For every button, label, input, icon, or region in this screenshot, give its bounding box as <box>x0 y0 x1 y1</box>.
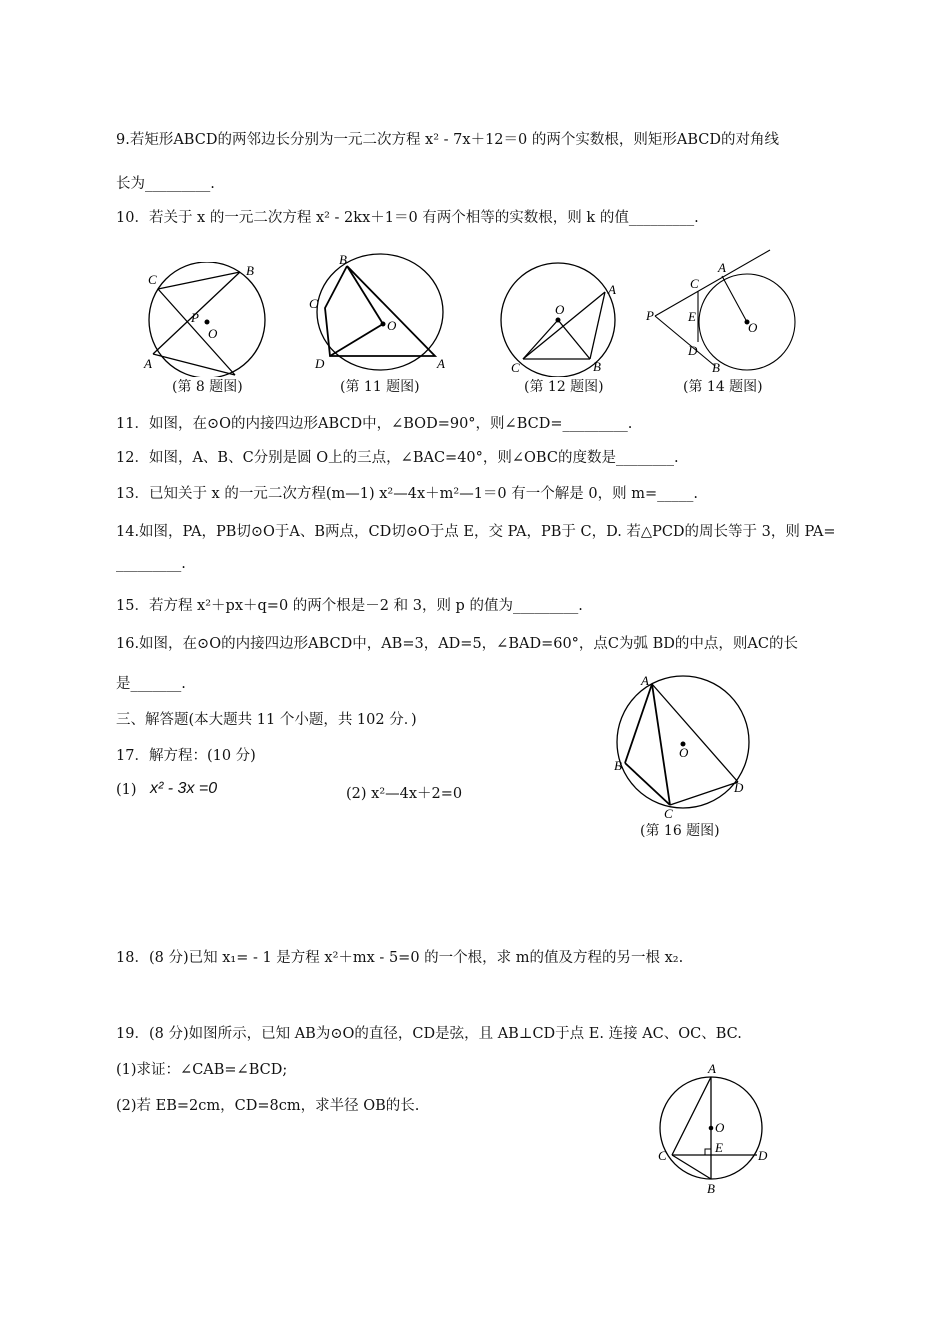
label-B: B <box>246 263 254 278</box>
label-O: O <box>387 318 397 333</box>
question-10: 10．若关于 x 的一元二次方程 x² - 2kx＋1＝0 有两个相等的实数根，则 k 的值_________. <box>116 210 699 226</box>
question-16-line1: 16.如图，在⊙O的内接四边形ABCD中，AB=3，AD=5，∠BAD=60°，点C为弧 BD的中点，则AC的长 <box>116 636 798 652</box>
label-C: C <box>148 272 157 287</box>
label-D: D <box>758 1148 768 1163</box>
question-12: 12．如图，A、B、C分别是圆 O上的三点，∠BAC=40°，则∠OBC的度数是________. <box>116 450 679 466</box>
label-D: D <box>734 780 744 795</box>
label-E: E <box>688 309 696 324</box>
label-D: D <box>688 343 698 358</box>
label-B: B <box>614 758 622 773</box>
label-O: O <box>715 1120 725 1135</box>
label-E: E <box>715 1140 723 1155</box>
label-C: C <box>309 296 318 311</box>
label-C: C <box>690 276 699 291</box>
label-A: A <box>708 1061 716 1076</box>
question-9-line2: 长为_________. <box>116 176 215 192</box>
label-O: O <box>208 326 218 341</box>
label-C: C <box>664 806 673 820</box>
caption-fig-14: (第 14 题图) <box>683 379 763 395</box>
question-17: 17．解方程：(10 分) <box>116 748 256 764</box>
label-P: P <box>191 310 199 325</box>
figure-16 <box>608 672 758 820</box>
label-B: B <box>339 252 347 267</box>
question-11: 11．如图，在⊙O的内接四边形ABCD中，∠BOD=90°，则∠BCD=_________. <box>116 416 633 432</box>
figure-12 <box>495 262 625 377</box>
section-3-heading: 三、解答题(本大题共 11 个小题，共 102 分．) <box>116 712 417 728</box>
label-C: C <box>511 360 520 375</box>
label-O: O <box>679 745 689 760</box>
label-A: A <box>718 260 726 275</box>
caption-fig-11: (第 11 题图) <box>340 379 420 395</box>
label-D: D <box>315 356 325 371</box>
question-14-line2: _________. <box>116 556 186 572</box>
label-O: O <box>748 320 758 335</box>
caption-fig-8: (第 8 题图) <box>172 379 243 395</box>
caption-fig-16: (第 16 题图) <box>640 823 720 839</box>
label-A: A <box>641 673 649 688</box>
question-17-part1-label: (1) <box>116 782 137 798</box>
question-18: 18．(8 分)已知 x₁= - 1 是方程 x²＋mx - 5=0 的一个根，求 m的值及方程的另一根 x₂. <box>116 950 684 966</box>
caption-fig-12: (第 12 题图) <box>524 379 604 395</box>
label-B: B <box>707 1181 715 1196</box>
label-A: A <box>608 282 616 297</box>
question-16-line2: 是_______. <box>116 676 186 692</box>
question-17-part1-equation: x² - 3x =0 <box>150 780 218 797</box>
question-9-line1: 9.若矩形ABCD的两邻边长分别为一元二次方程 x² - 7x＋12＝0 的两个实数根，则矩形ABCD的对角线 <box>116 132 779 148</box>
figure-11 <box>305 252 455 372</box>
figure-19 <box>652 1060 777 1200</box>
question-19-part1: (1)求证：∠CAB=∠BCD; <box>116 1062 288 1078</box>
question-19: 19．(8 分)如图所示，已知 AB为⊙O的直径，CD是弦，且 AB⊥CD于点 E. 连接 AC、OC、BC. <box>116 1026 742 1042</box>
question-17-part2: (2) x²—4x＋2=0 <box>346 786 463 802</box>
label-B: B <box>712 360 720 375</box>
label-B: B <box>593 359 601 374</box>
label-A: A <box>437 356 445 371</box>
figure-14 <box>640 248 800 376</box>
question-19-part2: (2)若 EB=2cm，CD=8cm，求半径 OB的长. <box>116 1098 420 1114</box>
question-14-line1: 14.如图，PA，PB切⊙O于A、B两点，CD切⊙O于点 E，交 PA，PB于 C，D. 若△PCD的周长等于 3，则 PA= <box>116 524 836 540</box>
label-A: A <box>144 356 152 371</box>
label-O: O <box>555 302 565 317</box>
label-C: C <box>658 1148 667 1163</box>
figure-8 <box>140 262 275 377</box>
question-15: 15．若方程 x²＋px＋q=0 的两个根是－2 和 3，则 p 的值为_________. <box>116 598 583 614</box>
label-P: P <box>646 308 654 323</box>
question-13: 13．已知关于 x 的一元二次方程(m—1) x²—4x＋m²—1＝0 有一个解是 0，则 m=_____. <box>116 486 698 502</box>
